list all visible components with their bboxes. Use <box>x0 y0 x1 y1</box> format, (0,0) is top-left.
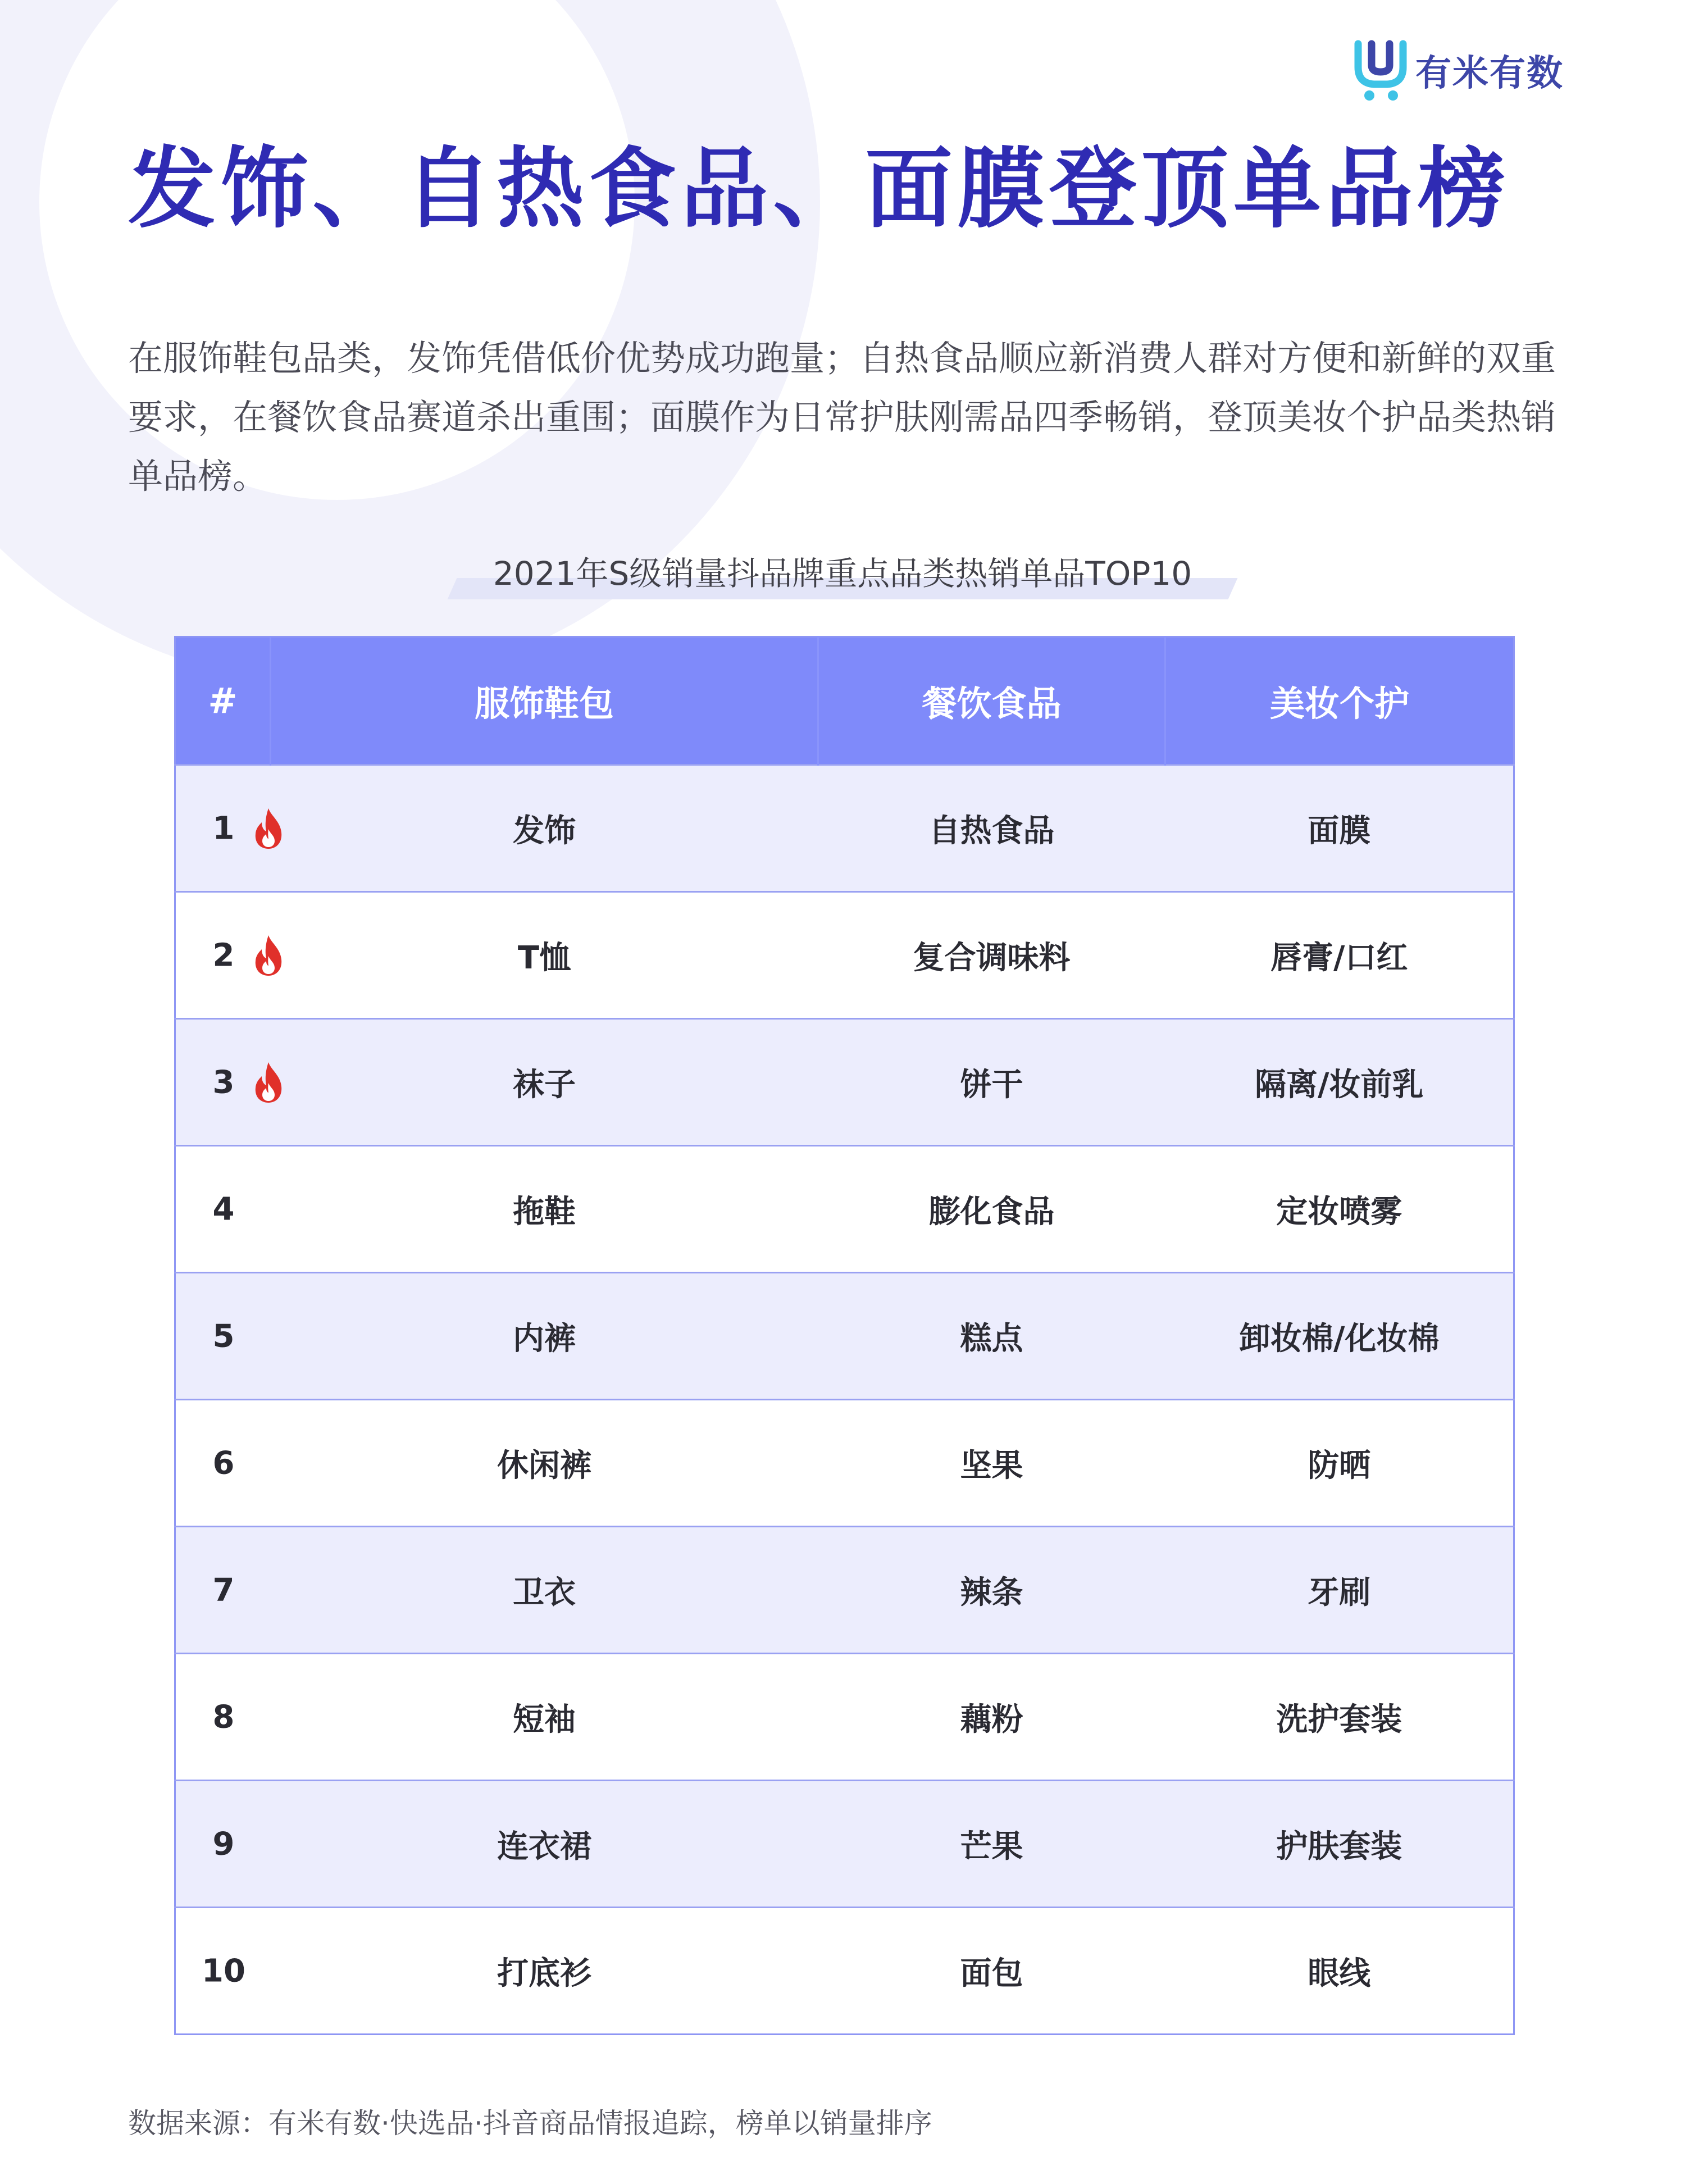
beauty-cell: 眼线 <box>1165 1908 1514 2035</box>
brand-logo-icon <box>1354 39 1408 101</box>
table-row <box>175 1019 1514 1146</box>
apparel-cell: 内裤 <box>271 1273 818 1400</box>
table-row <box>175 765 1514 892</box>
food-cell: 糕点 <box>818 1273 1165 1400</box>
header-rank: # <box>175 637 271 765</box>
table-caption <box>452 548 1233 599</box>
rank-cell <box>175 1019 271 1146</box>
rank-cell <box>175 765 271 892</box>
beauty-cell: 卸妆棉/化妆棉 <box>1165 1273 1514 1400</box>
rank-cell <box>175 1781 271 1908</box>
rank-cell <box>175 1654 271 1781</box>
intro-paragraph: 在服饰鞋包品类，发饰凭借低价优势成功跑量；自热食品顺应新消费人群对方便和新鲜的双重要求，在餐饮食品赛道杀出重围；面膜作为日常护肤刚需品四季畅销，登顶美妆个护品类热销单品榜。 <box>128 338 1556 497</box>
rank-number: 2 <box>212 937 235 973</box>
brand-name: 有米有数 <box>1415 53 1564 94</box>
beauty-cell: 防晒 <box>1165 1400 1514 1527</box>
rank-number: 6 <box>212 1445 235 1481</box>
apparel-cell: 拖鞋 <box>271 1146 818 1273</box>
table-body <box>175 765 1514 2035</box>
food-cell: 复合调味料 <box>818 892 1165 1019</box>
beauty-cell: 定妆喷雾 <box>1165 1146 1514 1273</box>
rank-cell <box>175 1273 271 1400</box>
rank-number: 9 <box>212 1826 235 1862</box>
apparel-cell: 打底衫 <box>271 1908 818 2035</box>
apparel-cell: 发饰 <box>271 765 818 892</box>
table-row <box>175 1146 1514 1273</box>
apparel-cell: 卫衣 <box>271 1527 818 1654</box>
hot-fire-icon <box>251 1061 286 1104</box>
food-cell: 坚果 <box>818 1400 1165 1527</box>
apparel-cell: 袜子 <box>271 1019 818 1146</box>
table-row <box>175 1781 1514 1908</box>
food-cell: 藕粉 <box>818 1654 1165 1781</box>
rank-number: 10 <box>202 1953 245 1989</box>
food-cell: 面包 <box>818 1908 1165 2035</box>
hot-fire-icon <box>251 934 286 977</box>
beauty-cell: 面膜 <box>1165 765 1514 892</box>
beauty-cell: 护肤套装 <box>1165 1781 1514 1908</box>
beauty-cell: 牙刷 <box>1165 1527 1514 1654</box>
food-cell: 膨化食品 <box>818 1146 1165 1273</box>
apparel-cell: 连衣裙 <box>271 1781 818 1908</box>
rank-cell <box>175 1146 271 1273</box>
brand-logo <box>1354 39 1564 101</box>
rank-cell <box>175 1908 271 2035</box>
table-row <box>175 1654 1514 1781</box>
food-cell: 自热食品 <box>818 765 1165 892</box>
rank-number: 3 <box>212 1064 235 1100</box>
rank-cell <box>175 1527 271 1654</box>
table-row <box>175 892 1514 1019</box>
header-beauty: 美妆个护 <box>1165 637 1514 765</box>
rank-number: 8 <box>212 1699 235 1735</box>
rank-number: 5 <box>212 1318 235 1354</box>
ranking-table <box>174 636 1515 2035</box>
table-row <box>175 1908 1514 2035</box>
rank-number: 4 <box>212 1191 235 1227</box>
header-apparel: 服饰鞋包 <box>271 637 818 765</box>
table-row <box>175 1400 1514 1527</box>
hot-fire-icon <box>251 807 286 850</box>
table-row <box>175 1527 1514 1654</box>
rank-number: 7 <box>212 1572 235 1608</box>
page-title: 发饰、自热食品、面膜登顶单品榜 <box>128 138 1510 240</box>
food-cell: 饼干 <box>818 1019 1165 1146</box>
apparel-cell: T恤 <box>271 892 818 1019</box>
apparel-cell: 短袖 <box>271 1654 818 1781</box>
apparel-cell: 休闲裤 <box>271 1400 818 1527</box>
rank-cell <box>175 1400 271 1527</box>
food-cell: 辣条 <box>818 1527 1165 1654</box>
rank-number: 1 <box>212 810 235 847</box>
table-header-row <box>175 637 1514 765</box>
table-caption-text: 2021年S级销量抖品牌重点品类热销单品TOP10 <box>493 554 1192 593</box>
header-food: 餐饮食品 <box>818 637 1165 765</box>
data-source-note: 数据来源：有米有数·快选品·抖音商品情报追踪，榜单以销量排序 <box>128 2107 932 2140</box>
beauty-cell: 唇膏/口红 <box>1165 892 1514 1019</box>
food-cell: 芒果 <box>818 1781 1165 1908</box>
table-row <box>175 1273 1514 1400</box>
beauty-cell: 隔离/妆前乳 <box>1165 1019 1514 1146</box>
rank-cell <box>175 892 271 1019</box>
beauty-cell: 洗护套装 <box>1165 1654 1514 1781</box>
